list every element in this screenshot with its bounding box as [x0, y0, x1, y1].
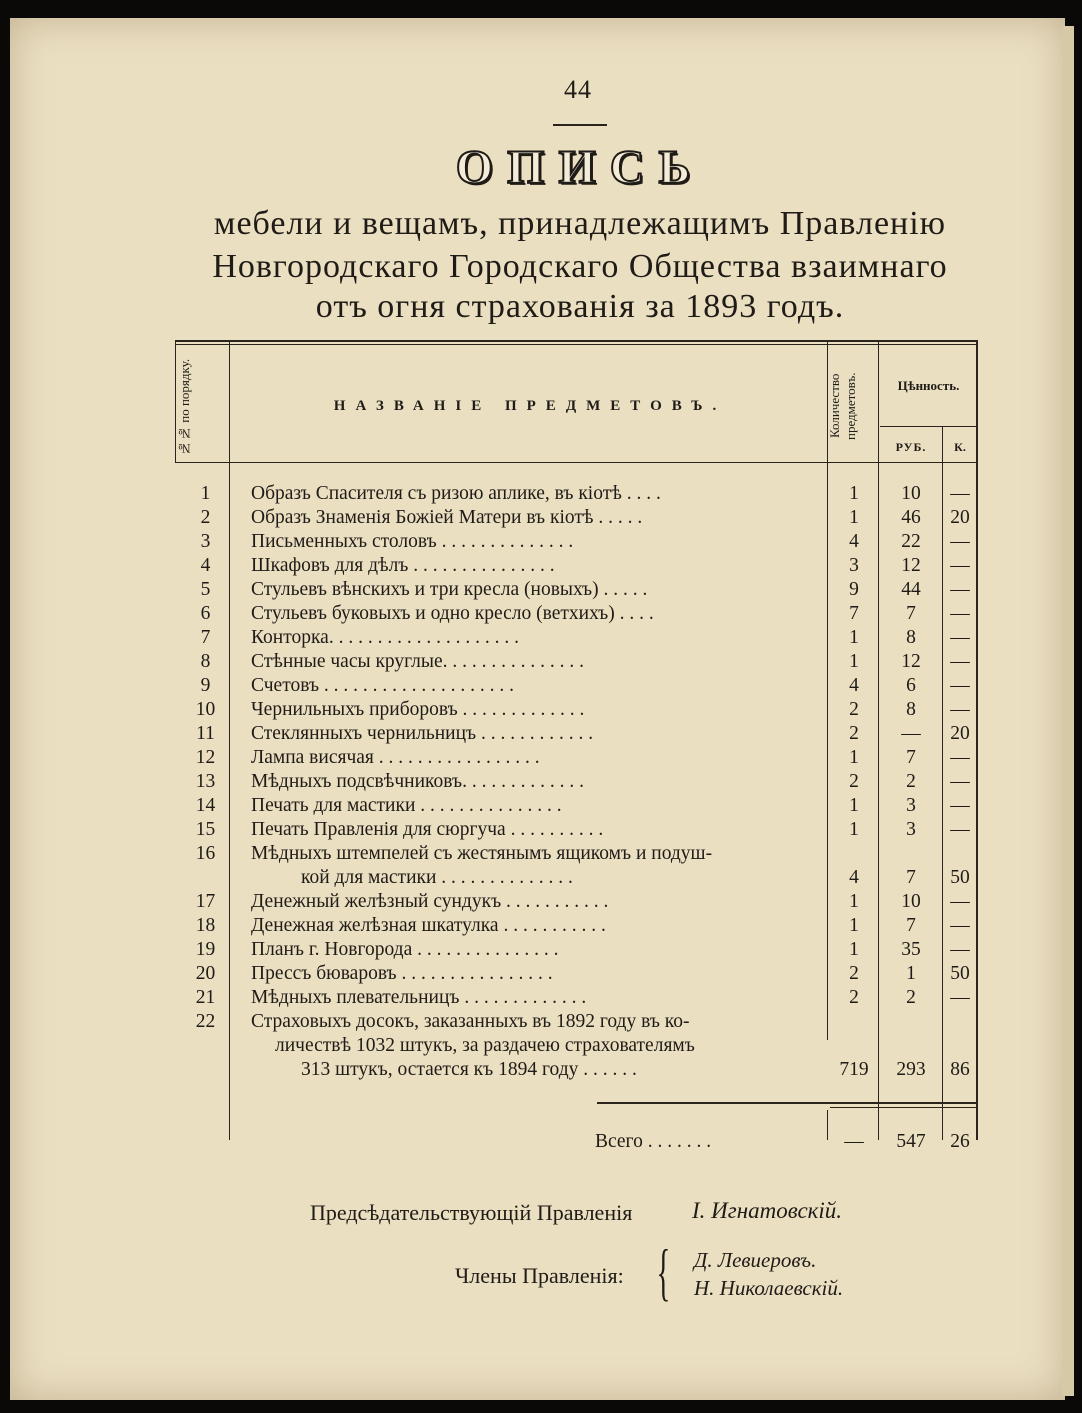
row-rubles: 10 [901, 483, 921, 504]
row-quantity: 1 [849, 915, 859, 936]
row-item-name: Лампа висячая . . . . . . . . . . . . . . . . . [251, 747, 540, 768]
row-item-name: Стеклянныхъ чернильницъ . . . . . . . . . . . . [251, 723, 594, 744]
row-kopecks: 86 [950, 1059, 970, 1080]
row-rubles: 7 [906, 603, 916, 624]
row-quantity: 2 [849, 963, 859, 984]
row-number: 8 [200, 651, 211, 672]
row-quantity: 2 [849, 771, 859, 792]
row-item-name: Чернильныхъ приборовъ . . . . . . . . . . . . . [251, 699, 585, 720]
row-quantity: 2 [849, 699, 859, 720]
row-rubles: 293 [896, 1059, 926, 1080]
row-item-name: Стульевъ вѣнскихъ и три кресла (новыхъ) . . . . . [251, 579, 648, 600]
row-quantity: 1 [849, 507, 859, 528]
row-kopecks: — [950, 987, 970, 1008]
row-number: 9 [200, 675, 211, 696]
row-rubles: 8 [906, 627, 916, 648]
row-rubles: 10 [901, 891, 921, 912]
row-item-name: Образъ Знаменія Божіей Матери въ кіотѣ . . . . . [251, 507, 643, 528]
total-rule-2 [830, 1107, 977, 1108]
row-quantity: 4 [849, 531, 859, 552]
row-quantity: 1 [849, 627, 859, 648]
row-number: 22 [195, 1011, 216, 1032]
table-row [175, 482, 977, 506]
table-row [175, 626, 977, 650]
subtitle-line-1: мебели и вещамъ, принадлежащимъ Правленію [213, 205, 947, 242]
table-row [175, 986, 977, 1010]
row-quantity: 9 [849, 579, 859, 600]
table-row [175, 650, 977, 674]
row-kopecks: — [950, 651, 970, 672]
row-number: 18 [195, 915, 216, 936]
header-value: Цѣнность. [897, 378, 960, 393]
row-rubles: 1 [906, 963, 916, 984]
row-number: 16 [195, 843, 216, 864]
subtitle-line-3: отъ огня страхованія за 1893 годъ. [315, 288, 845, 325]
table-row [175, 602, 977, 626]
table-row-continuation [175, 866, 977, 890]
member-signature-2: Н. Николаевскій. [694, 1276, 844, 1300]
table-row [175, 746, 977, 770]
row-rubles: 12 [901, 651, 921, 672]
row-number: 2 [200, 507, 211, 528]
table-row [175, 722, 977, 746]
row-kopecks: — [950, 579, 970, 600]
table-row [175, 554, 977, 578]
row-item-name: Образъ Спасителя съ ризою аплике, въ кіотѣ . . . . [251, 483, 661, 504]
row-kopecks: 50 [950, 867, 970, 888]
row-number: 6 [200, 603, 211, 624]
row-kopecks: — [950, 891, 970, 912]
row-kopecks: — [950, 747, 970, 768]
row-rubles: 22 [901, 531, 921, 552]
table-row [175, 530, 977, 554]
row-number: 7 [200, 627, 211, 648]
row-quantity: 1 [849, 483, 859, 504]
row-kopecks: — [950, 627, 970, 648]
row-kopecks: — [950, 603, 970, 624]
total-row [175, 1130, 977, 1154]
row-item-name-continued: личествѣ 1032 штукъ, за раздачею страхователямъ [275, 1035, 695, 1056]
subtitle-line-2: Новгородскаго Городскаго Общества взаимнаго [212, 248, 948, 285]
row-number: 17 [195, 891, 216, 912]
row-item-name: Конторка. . . . . . . . . . . . . . . . . . . . [251, 627, 519, 648]
row-rubles: 7 [906, 747, 916, 768]
row-kopecks: 20 [950, 723, 970, 744]
row-item-name-continued: 313 штукъ, остается къ 1894 году . . . . . . [301, 1059, 637, 1080]
row-number: 20 [195, 963, 216, 984]
row-quantity: 1 [849, 651, 859, 672]
table-row [175, 890, 977, 914]
row-quantity: 1 [849, 747, 859, 768]
row-kopecks: — [950, 699, 970, 720]
chairman-signature: I. Игнатовскій. [692, 1198, 843, 1223]
row-rubles: 6 [906, 675, 916, 696]
row-kopecks: — [950, 555, 970, 576]
row-rubles: 12 [901, 555, 921, 576]
table-row [175, 770, 977, 794]
table-row [175, 914, 977, 938]
row-rubles: 3 [906, 795, 916, 816]
row-number: 14 [195, 795, 216, 816]
row-number: 15 [195, 819, 216, 840]
row-quantity: 4 [849, 675, 859, 696]
table-row-continuation [175, 1058, 977, 1082]
total-rubles: 547 [896, 1131, 926, 1152]
inventory-table [175, 340, 977, 1170]
row-kopecks: 50 [950, 963, 970, 984]
row-item-name-continued: кой для мастики . . . . . . . . . . . . . . [301, 867, 573, 888]
brace-icon: { [656, 1236, 671, 1307]
row-kopecks: — [950, 531, 970, 552]
row-item-name: Денежный желѣзный сундукъ . . . . . . . . . . . [251, 891, 609, 912]
page-edge [1062, 26, 1074, 1396]
row-quantity: 1 [849, 891, 859, 912]
members-label: Члены Правленія: [455, 1263, 624, 1288]
table-row [175, 938, 977, 962]
row-rubles: 44 [901, 579, 921, 600]
header-quantity: Количество предметовъ. [827, 372, 858, 440]
row-quantity: 1 [849, 939, 859, 960]
row-quantity: 719 [839, 1059, 869, 1080]
row-number: 1 [200, 483, 211, 504]
row-kopecks: — [950, 483, 970, 504]
table-row [175, 506, 977, 530]
row-kopecks: — [950, 915, 970, 936]
row-item-name: Страховыхъ досокъ, заказанныхъ въ 1892 году въ ко- [251, 1011, 690, 1032]
row-number: 3 [200, 531, 211, 552]
row-quantity: 3 [849, 555, 859, 576]
row-number: 5 [200, 579, 211, 600]
row-item-name: Стульевъ буковыхъ и одно кресло (ветхихъ) . . . . [251, 603, 654, 624]
table-row [175, 674, 977, 698]
row-rubles: 2 [906, 987, 916, 1008]
row-quantity: 2 [849, 723, 859, 744]
table-top-rule [175, 340, 977, 342]
row-number: 4 [200, 555, 211, 576]
total-label: Всего . . . . . . . [595, 1131, 712, 1152]
row-quantity: 4 [849, 867, 859, 888]
row-rubles: 2 [906, 771, 916, 792]
member-signature-1: Д. Левиеровъ. [694, 1248, 817, 1272]
header-kopecks: К. [954, 440, 966, 454]
value-subheader-rule [880, 426, 977, 427]
page-number: 44 [564, 75, 592, 104]
table-row [175, 578, 977, 602]
row-kopecks: 20 [950, 507, 970, 528]
row-rubles: 7 [906, 867, 916, 888]
table-row [175, 842, 977, 866]
row-number: 13 [195, 771, 216, 792]
row-number: 21 [195, 987, 216, 1008]
row-rubles: 7 [906, 915, 916, 936]
table-row-continuation [175, 1034, 977, 1058]
row-item-name: Прессъ бюваровъ . . . . . . . . . . . . . . . . [251, 963, 553, 984]
row-number: 12 [195, 747, 216, 768]
table-row [175, 818, 977, 842]
table-row [175, 794, 977, 818]
total-quantity: — [844, 1131, 864, 1152]
row-rubles: — [901, 723, 921, 744]
table-row [175, 698, 977, 722]
row-kopecks: — [950, 771, 970, 792]
table-row [175, 962, 977, 986]
row-item-name: Мѣдныхъ штемпелей съ жестянымъ ящикомъ и подуш- [251, 843, 713, 864]
row-item-name: Счетовъ . . . . . . . . . . . . . . . . . . . . [251, 675, 515, 696]
row-kopecks: — [950, 675, 970, 696]
row-kopecks: — [950, 819, 970, 840]
chairman-label: Предсѣдательствующій Правленія [310, 1200, 633, 1225]
row-rubles: 3 [906, 819, 916, 840]
total-kopecks: 26 [950, 1131, 970, 1152]
row-number: 19 [195, 939, 216, 960]
row-rubles: 8 [906, 699, 916, 720]
row-quantity: 7 [849, 603, 859, 624]
total-rule [597, 1102, 977, 1104]
table-row [175, 1010, 977, 1034]
header-number: №№ по порядку. [177, 358, 192, 456]
row-item-name: Стѣнные часы круглые. . . . . . . . . . . . . . . [251, 651, 585, 672]
header-item-name: НАЗВАНІЕ ПРЕДМЕТОВЪ. [333, 398, 727, 414]
row-item-name: Печать Правленія для сюргуча . . . . . . . . . . [251, 819, 604, 840]
table-header-rule [175, 462, 977, 463]
table-top-rule-2 [175, 344, 977, 345]
row-quantity: 1 [849, 795, 859, 816]
page-number-rule [553, 124, 607, 126]
row-item-name: Мѣдныхъ плевательницъ . . . . . . . . . . . . . [251, 987, 587, 1008]
row-item-name: Письменныхъ столовъ . . . . . . . . . . . . . . [251, 531, 574, 552]
row-item-name: Мѣдныхъ подсвѣчниковъ. . . . . . . . . . . . . [251, 771, 584, 792]
row-kopecks: — [950, 939, 970, 960]
row-item-name: Планъ г. Новгорода . . . . . . . . . . . . . . . [251, 939, 559, 960]
row-item-name: Шкафовъ для дѣлъ . . . . . . . . . . . . . . . [251, 555, 555, 576]
row-item-name: Печать для мастики . . . . . . . . . . . . . . . [251, 795, 562, 816]
row-quantity: 2 [849, 987, 859, 1008]
row-quantity: 1 [849, 819, 859, 840]
row-rubles: 35 [901, 939, 921, 960]
row-number: 10 [195, 699, 216, 720]
row-number: 11 [196, 723, 215, 744]
row-rubles: 46 [901, 507, 921, 528]
row-item-name: Денежная желѣзная шкатулка . . . . . . . . . . . [251, 915, 606, 936]
header-rubles: РУБ. [895, 440, 927, 454]
document-title: ОПИСЬ [455, 141, 705, 194]
row-kopecks: — [950, 795, 970, 816]
